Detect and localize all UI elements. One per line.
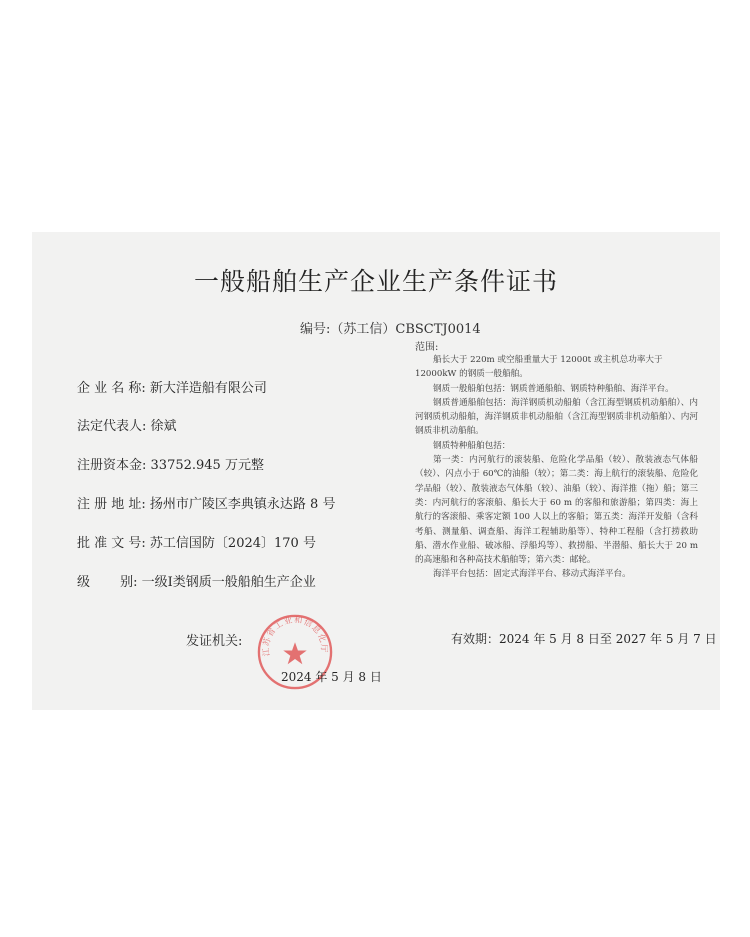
field-value: 新大洋造船有限公司: [149, 381, 267, 396]
scope-label: 范围:: [415, 342, 439, 353]
certificate: [32, 232, 720, 710]
field-approval-number: [77, 532, 316, 551]
validity-period: 有效期：2024 年 5 月 8 日至 2027 年 5 月 7 日: [451, 632, 717, 646]
field-company-name: [77, 377, 267, 396]
field-value: 一级Ⅰ类钢质一般船舶生产企业: [141, 575, 316, 590]
field-value: 33752.945 万元整: [150, 458, 264, 473]
scope-paragraph: 钢质普通船舶包括：海洋钢质机动船舶（含江海型钢质机动船舶）、内河钢质机动船舶，海洋钢质非机动船舶（含江海型钢质非机动船舶）、内河钢质非机动船舶。: [415, 397, 698, 437]
field-value: 徐斌: [150, 419, 177, 434]
certificate-title: 一般船舶生产企业生产条件证书: [193, 267, 558, 296]
issue-date: 2024 年 5 月 8 日: [281, 670, 382, 684]
field-value: 苏工信国防〔2024〕170 号: [149, 536, 316, 551]
field-grade: [77, 571, 316, 590]
field-label: 注 册 地 址:: [77, 497, 146, 512]
field-label: 注册资本金:: [77, 458, 147, 473]
field-registered-address: [77, 493, 335, 512]
field-legal-rep: [77, 415, 177, 434]
field-label: 企 业 名 称:: [77, 381, 146, 396]
field-label: 法定代表人:: [77, 419, 147, 434]
field-label: 级 别:: [77, 575, 138, 590]
scope-text: [415, 353, 698, 582]
field-label: 批 准 文 号:: [77, 536, 146, 551]
seal-text: 江苏省工业和信息化厅: [260, 614, 330, 657]
scope-paragraph: 第一类：内河航行的滚装船、危险化学品船（较）、散装液态气体船（较）、闪点小于 60℃的油船（较）；第二类：海上航行的滚装船、危险化学品船（较）、散装液态气体船（较）、油船（较）、海洋推（拖）船；第三类：内河航行的客滚船、船长大于 60 m 的客船和旅游船；第四类：海上航行的客滚船、乘客定额 100 人以上的客船；第五类：海洋开发船（含科考船、测量船、调查船、海洋工程辅助船等）、特种工程船（含打捞救助船、潜水作业船、破冰船、浮船坞等）、救捞船、半潜船、船长大于 20 m 的高速船和各种高技术船舶等；第六类：邮轮。: [415, 455, 698, 566]
scope-paragraph: 海洋平台包括：固定式海洋平台、移动式海洋平台。: [433, 569, 631, 580]
scope-paragraph: 船长大于 220m 或空船重量大于 12000t 或主机总功率大于: [433, 355, 663, 365]
field-value: 扬州市广陵区李典镇永达路 8 号: [149, 497, 336, 512]
issuer-label: 发证机关:: [186, 634, 243, 649]
scope-paragraph: 钢质特种船舶包括：: [433, 440, 511, 451]
scope-paragraph: 12000kW 的钢质一般船舶。: [415, 369, 528, 380]
field-registered-capital: [77, 454, 264, 473]
certificate-number: 编号:（苏工信）CBSCTJ0014: [300, 322, 481, 337]
scope-paragraph: 钢质一般船舶包括：钢质普通船舶、钢质特种船舶、海洋平台。: [433, 383, 674, 394]
seal-star-icon: [283, 642, 306, 664]
